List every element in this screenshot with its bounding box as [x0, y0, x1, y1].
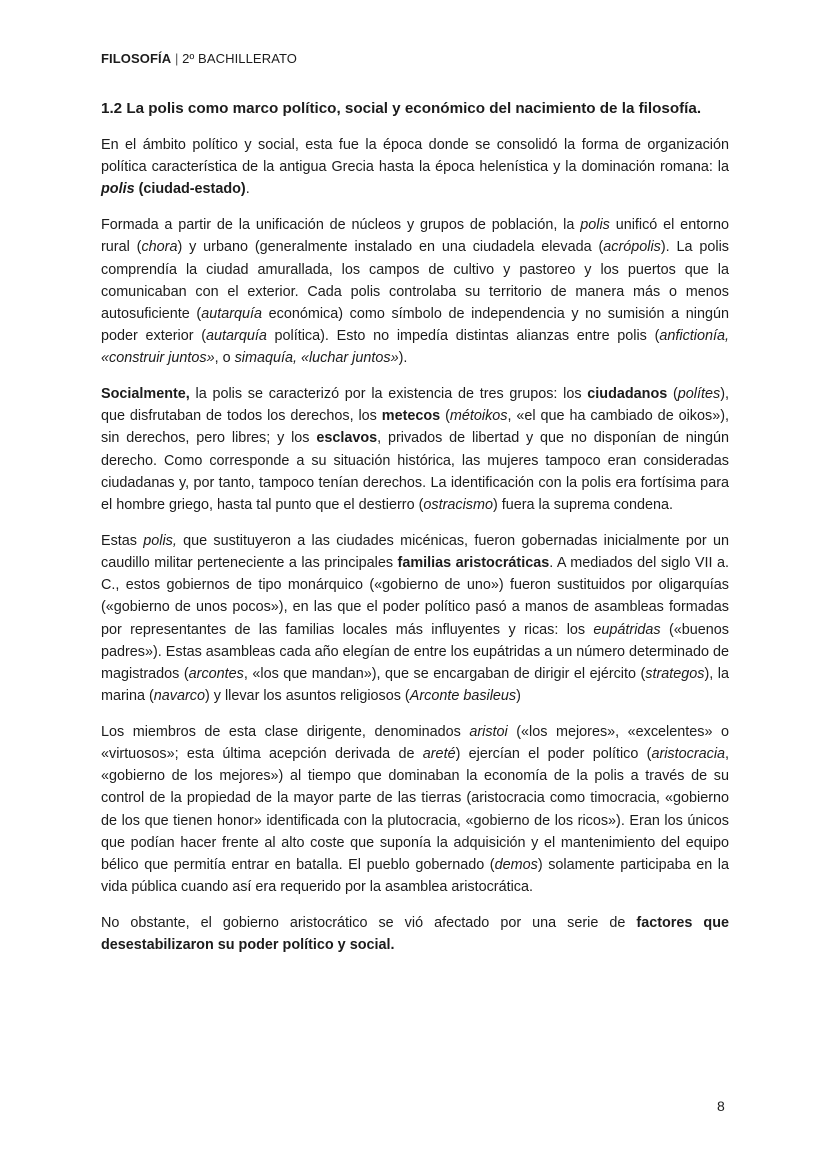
text-run: acrópolis: [603, 239, 661, 256]
text-run: ciudadanos: [587, 386, 668, 403]
text-run: esclavos: [316, 430, 378, 447]
text-run: demos: [494, 857, 538, 874]
text-run: , privados de libertad y que no disponían de ningún derecho. Como corresponde a su situación histórica, las mujeres tampoco eran consideradas ciudadanas y, por tanto, tampoco tenían derechos. La identificación con la polis era fortísima para el hombre griego, hasta tal punto que el destierro (: [101, 430, 729, 514]
text-run: (: [667, 386, 678, 403]
page-header: [101, 51, 297, 66]
paragraph-5: [101, 721, 729, 899]
paragraph-2: [101, 214, 729, 369]
text-run: ) solamente participaba en la vida pública cuando así era requerido por la asamblea aristocrática.: [101, 857, 729, 896]
page-number: 8: [717, 1098, 725, 1114]
text-run: .: [245, 181, 250, 198]
text-run: política). Esto no impedía distintas alianzas entre polis (: [266, 328, 660, 345]
text-run: , «el que ha cambiado de oikos»), sin derechos, pero libres; y los: [101, 408, 729, 447]
text-run: Formada a partir de la unificación de núcleos y grupos de población, la: [101, 217, 581, 234]
text-run: Los miembros de esta clase dirigente, denominados: [101, 723, 470, 740]
text-run: familias aristocráticas: [397, 554, 550, 571]
header-course: 2º BACHILLERATO: [182, 51, 298, 66]
text-run: Socialmente,: [101, 386, 190, 403]
text-run: ) fuera la suprema condena.: [492, 497, 673, 514]
text-run: polis: [580, 217, 610, 234]
text-run: la polis se caracterizó por la existencia de tres grupos: los: [189, 386, 588, 403]
section-title: 1.2 La polis como marco político, social y económico del nacimiento de la filosofía.: [101, 100, 702, 117]
text-run: arcontes: [188, 665, 244, 682]
text-run: polis,: [143, 532, 177, 549]
text-run: ostracismo: [423, 497, 493, 514]
text-run: polítes: [677, 386, 721, 403]
text-run: («los mejores», «excelentes» o «virtuosos»; esta última acepción derivada de: [101, 723, 729, 763]
text-run: , o: [214, 350, 235, 367]
text-run: strategos: [645, 665, 705, 682]
text-run: Arconte basileus: [409, 688, 517, 705]
text-run: ), la marina (: [101, 665, 729, 705]
text-run: unificó el entorno rural (: [101, 217, 729, 256]
text-run: ): [516, 688, 521, 705]
paragraph-1: [101, 134, 729, 201]
document-body: [101, 98, 729, 970]
text-run: autarquía: [206, 328, 267, 345]
text-run: («buenos padres»). Estas asambleas cada año elegían de entre los eupátridas a un número determinado de magistrados (: [101, 621, 729, 682]
text-run: ) y urbano (generalmente instalado en una ciudadela elevada (: [177, 239, 604, 256]
text-run: chora: [141, 239, 178, 256]
text-run: . A mediados del siglo VII a. C., estos gobiernos de tipo monárquico («gobierno de uno») fueron sustituidos por oligarquías («gobierno de unos pocos»), en las que el poder político pasó a manos de asambleas formadas por representantes de las familias locales más influyentes y ricas: los: [101, 554, 730, 638]
text-run: factores que desestabilizaron su poder político y social.: [101, 915, 729, 954]
text-run: No obstante, el gobierno aristocrático se vió afectado por una serie de: [101, 915, 637, 931]
text-run: métoikos: [449, 408, 508, 425]
text-run: que sustituyeron a las ciudades micénicas, fueron gobernadas inicialmente por un caudillo militar perteneciente a las principales: [101, 532, 729, 571]
text-run: areté: [422, 746, 456, 763]
header-subject: FILOSOFÍA: [101, 51, 172, 66]
text-run: ).: [398, 350, 408, 367]
text-run: ) ejercían el poder político (: [455, 746, 652, 763]
text-run: aristoi: [469, 723, 508, 740]
text-run: , «gobierno de los mejores») al tiempo que dominaban la economía de la polis a través de su control de la propiedad de la mayor parte de las tierras (aristocracia como timocracia, «gobierno de los que tienen honor» identificada con la plutocracia, «gobierno de los ricos»). Eran los únicos que podían hacer frente al alto coste que suponía la adquisición y el mantenimiento del equipo bélico que permitía entrar en batalla. El pueblo gobernado (: [101, 746, 730, 874]
text-run: autarquía: [201, 305, 263, 322]
paragraph-4: [101, 530, 729, 708]
paragraph-6: [101, 912, 729, 956]
text-run: ) y llevar los asuntos religiosos (: [204, 688, 410, 705]
text-run: polis: [101, 181, 135, 198]
text-run: metecos: [381, 408, 441, 425]
text-run: simaquía, «luchar juntos»: [234, 350, 399, 367]
text-run: navarco: [153, 688, 205, 705]
text-run: aristocracia: [651, 746, 726, 763]
header-separator: |: [174, 51, 179, 66]
text-run: (: [440, 408, 450, 425]
text-run: eupátridas: [593, 621, 661, 638]
paragraph-3: [101, 383, 729, 516]
text-run: ). La polis comprendía la ciudad amurallada, los campos de cultivo y pastoreo y los puertos que la comunicaban con el exterior. Cada polis controlaba su territorio de manera más o menos autosuficiente (: [101, 239, 729, 322]
text-run: anfictionía, «construir juntos»: [101, 328, 729, 367]
text-run: ), que disfrutaban de todos los derechos, los: [101, 386, 729, 425]
text-run: , «los que mandan»), que se encargaban de dirigir el ejército (: [243, 665, 646, 682]
text-run: En el ámbito político y social, esta fue la época donde se consolidó la forma de organización política característica de la antigua Grecia hasta la época helenística y la dominación romana: la: [101, 137, 729, 176]
text-run: económica) como símbolo de independencia y no sumisión a ningún poder exterior (: [101, 305, 730, 345]
text-run: Estas: [101, 532, 144, 549]
text-run: (ciudad-estado): [134, 181, 246, 198]
